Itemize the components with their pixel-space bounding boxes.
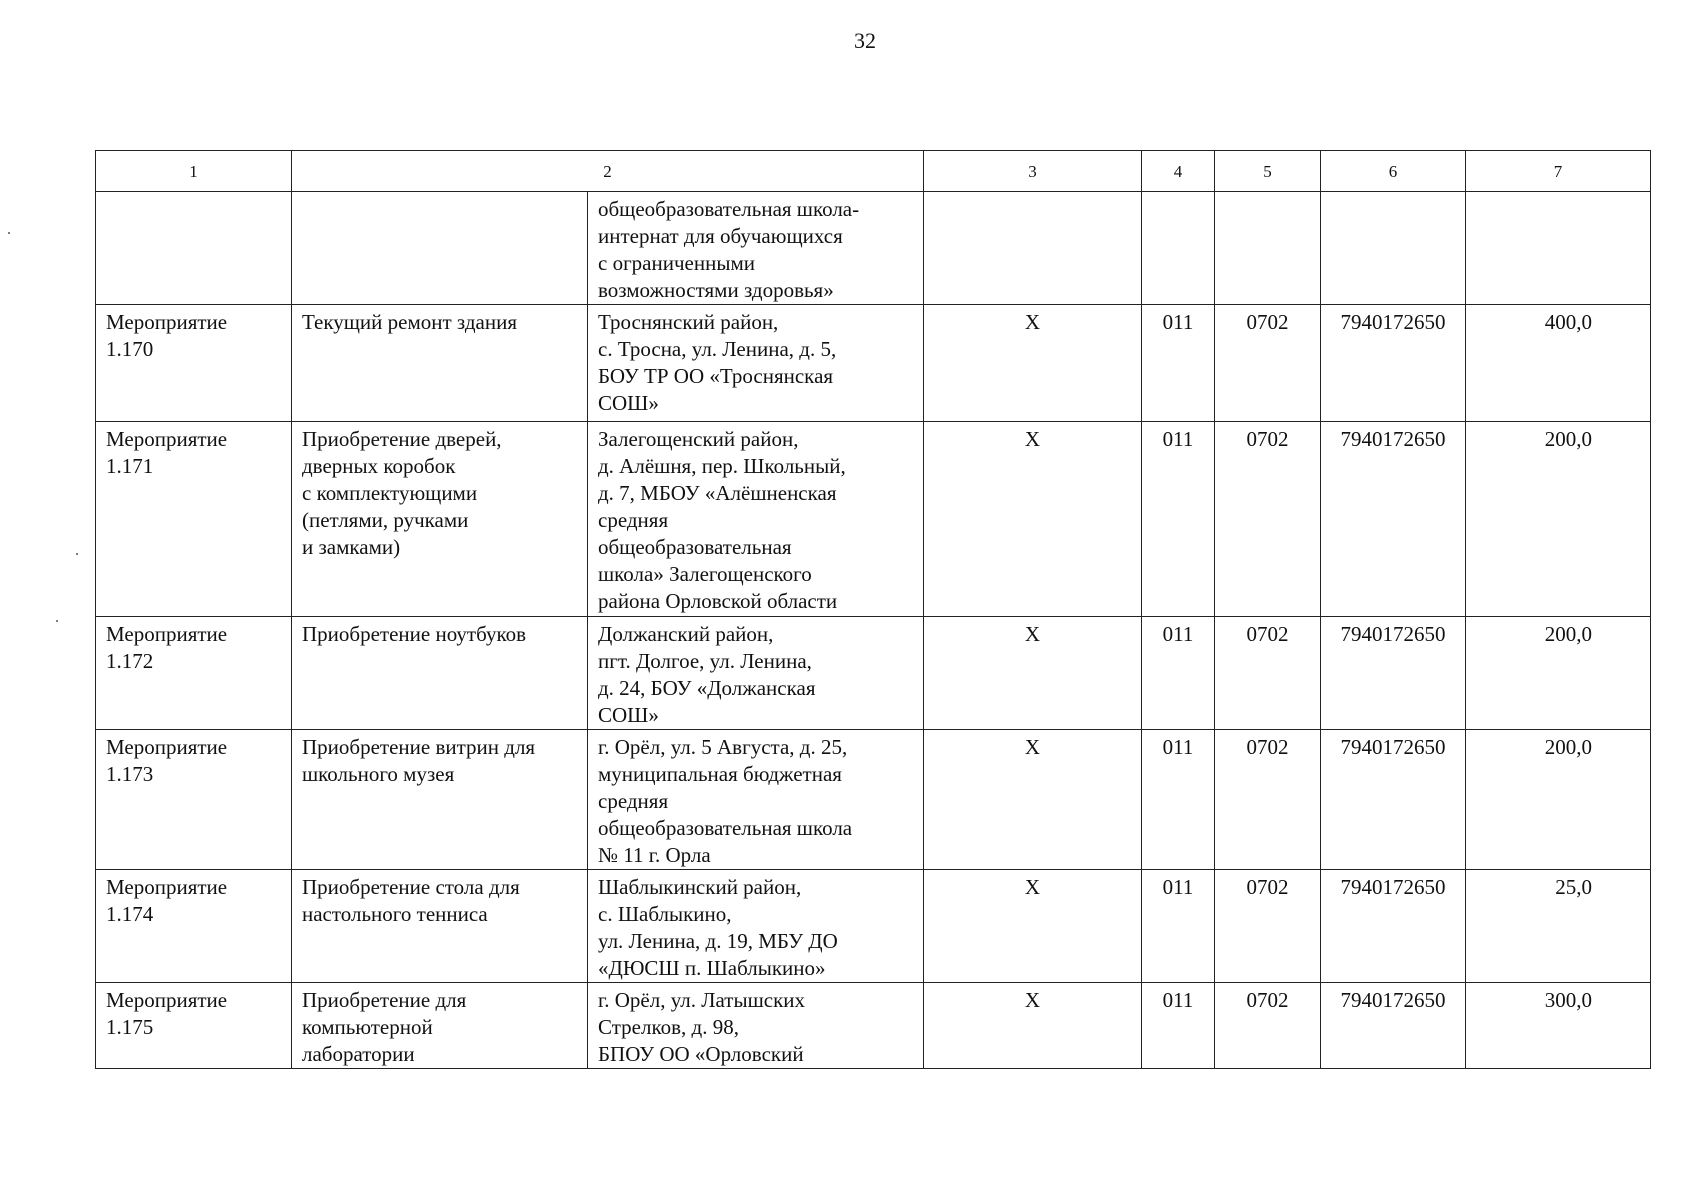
col6-cell: 7940172650 bbox=[1321, 983, 1466, 1069]
col5-cell: 0702 bbox=[1215, 730, 1321, 870]
header-cell: 3 bbox=[924, 151, 1142, 192]
empty-cell bbox=[1321, 192, 1466, 305]
event-name-cell: Приобретение витрин для школьного музея bbox=[292, 730, 588, 870]
col5-cell: 0702 bbox=[1215, 870, 1321, 983]
location-cell: Шаблыкинский район, с. Шаблыкино, ул. Ленина, д. 19, МБУ ДО «ДЮСШ п. Шаблыкино» bbox=[588, 870, 924, 983]
event-id-cell: Мероприятие 1.170 bbox=[96, 305, 292, 422]
col3-cell: X bbox=[924, 730, 1142, 870]
amount-cell: 300,0 bbox=[1466, 983, 1651, 1069]
empty-cell bbox=[1466, 192, 1651, 305]
header-cell: 2 bbox=[292, 151, 924, 192]
col5-cell: 0702 bbox=[1215, 983, 1321, 1069]
col4-cell: 011 bbox=[1142, 730, 1215, 870]
event-name-cell: Приобретение дверей, дверных коробок с комплектующими (петлями, ручками и замками) bbox=[292, 422, 588, 617]
location-cell: Троснянский район, с. Тросна, ул. Ленина, д. 5, БОУ ТР ОО «Троснянская СОШ» bbox=[588, 305, 924, 422]
data-table bbox=[95, 150, 1651, 1069]
location-cell: г. Орёл, ул. 5 Августа, д. 25, муниципальная бюджетная средняя общеобразовательная школа № 11 г. Орла bbox=[588, 730, 924, 870]
col4-cell: 011 bbox=[1142, 617, 1215, 730]
event-name-cell: Приобретение стола для настольного тенниса bbox=[292, 870, 588, 983]
table-row bbox=[96, 617, 1651, 730]
event-id-cell: Мероприятие 1.174 bbox=[96, 870, 292, 983]
location-cell: Должанский район, пгт. Долгое, ул. Ленина, д. 24, БОУ «Должанская СОШ» bbox=[588, 617, 924, 730]
col4-cell: 011 bbox=[1142, 870, 1215, 983]
col3-cell: X bbox=[924, 617, 1142, 730]
location-cell: общеобразовательная школа- интернат для обучающихся с ограниченными возможностями здоровья» bbox=[588, 192, 924, 305]
header-row bbox=[96, 151, 1651, 192]
amount-cell: 200,0 bbox=[1466, 617, 1651, 730]
col4-cell: 011 bbox=[1142, 983, 1215, 1069]
col6-cell: 7940172650 bbox=[1321, 870, 1466, 983]
event-id-cell: Мероприятие 1.172 bbox=[96, 617, 292, 730]
event-id-cell: Мероприятие 1.171 bbox=[96, 422, 292, 617]
col6-cell: 7940172650 bbox=[1321, 617, 1466, 730]
event-name-cell: Текущий ремонт здания bbox=[292, 305, 588, 422]
amount-cell: 400,0 bbox=[1466, 305, 1651, 422]
amount-cell: 200,0 bbox=[1466, 730, 1651, 870]
amount-cell: 25,0 bbox=[1466, 870, 1651, 983]
empty-cell bbox=[96, 192, 292, 305]
header-cell: 1 bbox=[96, 151, 292, 192]
table-row bbox=[96, 870, 1651, 983]
col5-cell: 0702 bbox=[1215, 617, 1321, 730]
col6-cell: 7940172650 bbox=[1321, 730, 1466, 870]
col6-cell: 7940172650 bbox=[1321, 305, 1466, 422]
header-cell: 4 bbox=[1142, 151, 1215, 192]
amount-cell: 200,0 bbox=[1466, 422, 1651, 617]
table-row bbox=[96, 305, 1651, 422]
empty-cell bbox=[1215, 192, 1321, 305]
event-id-cell: Мероприятие 1.175 bbox=[96, 983, 292, 1069]
col3-cell: X bbox=[924, 422, 1142, 617]
scan-speck bbox=[56, 620, 58, 622]
header-cell: 6 bbox=[1321, 151, 1466, 192]
location-cell: г. Орёл, ул. Латышских Стрелков, д. 98, БПОУ ОО «Орловский bbox=[588, 983, 924, 1069]
col3-cell: X bbox=[924, 870, 1142, 983]
table-row bbox=[96, 422, 1651, 617]
scan-speck bbox=[76, 553, 78, 555]
header-cell: 5 bbox=[1215, 151, 1321, 192]
col6-cell: 7940172650 bbox=[1321, 422, 1466, 617]
empty-cell bbox=[924, 192, 1142, 305]
table-row bbox=[96, 983, 1651, 1069]
col4-cell: 011 bbox=[1142, 422, 1215, 617]
col5-cell: 0702 bbox=[1215, 305, 1321, 422]
event-id-cell: Мероприятие 1.173 bbox=[96, 730, 292, 870]
empty-cell bbox=[292, 192, 588, 305]
header-cell: 7 bbox=[1466, 151, 1651, 192]
col4-cell: 011 bbox=[1142, 305, 1215, 422]
event-name-cell: Приобретение для компьютерной лаборатории bbox=[292, 983, 588, 1069]
col3-cell: X bbox=[924, 983, 1142, 1069]
table-row bbox=[96, 730, 1651, 870]
scan-speck bbox=[8, 232, 10, 234]
col5-cell: 0702 bbox=[1215, 422, 1321, 617]
event-name-cell: Приобретение ноутбуков bbox=[292, 617, 588, 730]
table-row bbox=[96, 192, 1651, 305]
location-cell: Залегощенский район, д. Алёшня, пер. Школьный, д. 7, МБОУ «Алёшненская средняя общеобразовательная школа» Залегощенского района Орловской области bbox=[588, 422, 924, 617]
empty-cell bbox=[1142, 192, 1215, 305]
col3-cell: X bbox=[924, 305, 1142, 422]
page-number: 32 bbox=[854, 28, 876, 53]
